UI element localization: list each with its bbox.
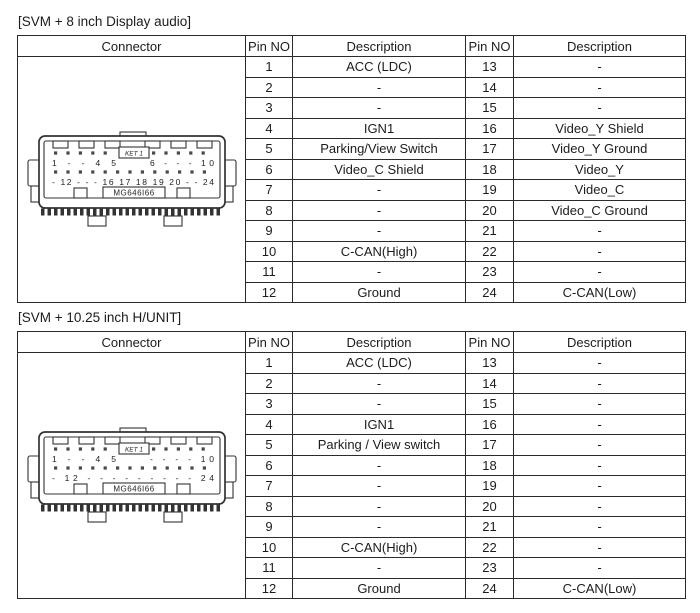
pin-number-cell: 18 [466, 455, 514, 476]
pin-number-cell: 18 [466, 159, 514, 180]
table-row [246, 435, 686, 456]
pin-number-cell: 20 [466, 200, 514, 221]
table-row [246, 221, 686, 242]
connector-column [17, 35, 245, 303]
pin-number-cell: 9 [246, 221, 293, 242]
table-row [246, 57, 686, 78]
connector-diagram [18, 57, 245, 302]
description-cell: Video_C [514, 180, 686, 201]
pin-number-cell: 6 [246, 455, 293, 476]
pin-number-cell: 24 [466, 282, 514, 303]
table-row [246, 537, 686, 558]
description-cell: - [293, 476, 466, 497]
description-cell: - [293, 180, 466, 201]
description-cell: - [514, 221, 686, 242]
table-row [246, 98, 686, 119]
description-cell: - [514, 262, 686, 283]
pin-number-cell: 12 [246, 578, 293, 599]
description-cell: Ground [293, 282, 466, 303]
pin-number-cell: 20 [466, 496, 514, 517]
section-title: [SVM + 10.25 inch H/UNIT] [18, 310, 182, 325]
description-cell: - [293, 98, 466, 119]
description-cell: - [514, 353, 686, 374]
description-cell: - [293, 221, 466, 242]
description-cell: - [514, 517, 686, 538]
pin-number-cell: 2 [246, 77, 293, 98]
description-cell: - [293, 558, 466, 579]
pin-number-cell: 5 [246, 435, 293, 456]
table-row [246, 77, 686, 98]
table-row [246, 262, 686, 283]
description-cell: - [514, 476, 686, 497]
notch [105, 141, 120, 148]
table-row [246, 476, 686, 497]
description-cell: - [293, 373, 466, 394]
pin-number-cell: 10 [246, 537, 293, 558]
table-row [246, 517, 686, 538]
pin-number-cell: 4 [246, 118, 293, 139]
pin-number-cell: 17 [466, 139, 514, 160]
pin-number-cell: 14 [466, 77, 514, 98]
pin-number-cell: 14 [466, 373, 514, 394]
pinout-table-8inch [17, 35, 685, 303]
part-number-label: MG646I66 [112, 484, 155, 493]
table-row [246, 159, 686, 180]
connector-column [17, 331, 245, 599]
connector-column-header: Connector [18, 36, 245, 57]
pin-number-cell: 17 [466, 435, 514, 456]
pin-number-cell: 21 [466, 221, 514, 242]
description-cell: - [514, 537, 686, 558]
description-cell: C-CAN(High) [293, 537, 466, 558]
bottom-tab [74, 484, 87, 494]
column-header-pin-no: Pin NO [246, 332, 293, 353]
notch [79, 141, 94, 148]
column-header-pin-no: Pin NO [246, 36, 293, 57]
pin-number-cell: 22 [466, 537, 514, 558]
description-cell: - [514, 57, 686, 78]
pinout-table-10inch [17, 331, 685, 599]
column-header-description: Description [514, 332, 686, 353]
description-cell: - [293, 200, 466, 221]
description-cell: Video_Y Ground [514, 139, 686, 160]
pin-number-cell: 19 [466, 476, 514, 497]
pin-number-cell: 5 [246, 139, 293, 160]
pin-number-cell: 11 [246, 558, 293, 579]
pin-numbers-top-left: 1 - - 4 5 [51, 157, 116, 168]
connector-diagram-svg [26, 130, 238, 230]
table-row [246, 282, 686, 303]
table-row [246, 578, 686, 599]
description-cell: - [293, 455, 466, 476]
pin-number-cell: 15 [466, 98, 514, 119]
description-cell: Ground [293, 578, 466, 599]
section-svm-8inch [17, 14, 685, 303]
bottom-tab [74, 188, 87, 198]
bottom-tab [177, 484, 190, 494]
pin-table [245, 35, 686, 303]
column-header-description: Description [514, 36, 686, 57]
pin-number-cell: 19 [466, 180, 514, 201]
column-header-description: Description [293, 332, 466, 353]
table-row [246, 200, 686, 221]
section-svm-10inch [17, 310, 685, 599]
description-cell: Parking / View switch [293, 435, 466, 456]
description-cell: C-CAN(Low) [514, 578, 686, 599]
pin-number-cell: 4 [246, 414, 293, 435]
pin-numbers-top-right: 6 - - - 10 [149, 157, 214, 168]
table-row [246, 139, 686, 160]
pin-number-cell: 13 [466, 57, 514, 78]
notch [53, 437, 68, 444]
column-header-pin-no: Pin NO [466, 36, 514, 57]
description-cell: - [293, 517, 466, 538]
description-cell: - [514, 394, 686, 415]
notch [171, 141, 186, 148]
table-row [246, 496, 686, 517]
description-cell: Video_Y Shield [514, 118, 686, 139]
connector-foot [88, 512, 106, 522]
pin-numbers-bottom: - 12 - - - 16 17 18 19 20 - - 24 [51, 176, 214, 187]
notch [197, 141, 212, 148]
description-cell: - [293, 394, 466, 415]
notch [53, 141, 68, 148]
description-cell: - [514, 98, 686, 119]
pin-number-cell: 21 [466, 517, 514, 538]
table-row [246, 373, 686, 394]
connector-foot [88, 216, 106, 226]
pin-number-cell: 23 [466, 262, 514, 283]
pin-number-cell: 2 [246, 373, 293, 394]
header-row [246, 332, 686, 353]
header-row [246, 36, 686, 57]
table-row [246, 180, 686, 201]
connector-diagram-svg [26, 426, 238, 526]
table-row [246, 414, 686, 435]
description-cell: Video_C Ground [514, 200, 686, 221]
pin-number-cell: 1 [246, 57, 293, 78]
table-row [246, 558, 686, 579]
notch [171, 437, 186, 444]
pin-numbers-top-right: - - - - 10 [149, 453, 214, 464]
pin-number-cell: 6 [246, 159, 293, 180]
description-cell: ACC (LDC) [293, 353, 466, 374]
connector-foot [164, 216, 182, 226]
table-row [246, 394, 686, 415]
column-header-pin-no: Pin NO [466, 332, 514, 353]
pin-number-cell: 11 [246, 262, 293, 283]
table-row [246, 118, 686, 139]
pin-numbers-top-left: 1 - - 4 5 [51, 453, 116, 464]
description-cell: - [514, 241, 686, 262]
connector-foot [164, 512, 182, 522]
part-number-label: MG646I66 [112, 188, 155, 197]
description-cell: IGN1 [293, 118, 466, 139]
description-cell: - [514, 77, 686, 98]
description-cell: IGN1 [293, 414, 466, 435]
pin-number-cell: 22 [466, 241, 514, 262]
pin-numbers-bottom: - 12 - - - - - - - - - 24 [51, 472, 214, 483]
description-cell: Parking/View Switch [293, 139, 466, 160]
table-row [246, 455, 686, 476]
pin-number-cell: 3 [246, 98, 293, 119]
key-label: KET 1 [124, 150, 143, 157]
description-cell: - [293, 496, 466, 517]
description-cell: ACC (LDC) [293, 57, 466, 78]
pin-number-cell: 13 [466, 353, 514, 374]
notch [79, 437, 94, 444]
pin-number-cell: 16 [466, 118, 514, 139]
pin-number-cell: 7 [246, 180, 293, 201]
section-title: [SVM + 8 inch Display audio] [18, 14, 191, 29]
pin-number-cell: 15 [466, 394, 514, 415]
description-cell: Video_C Shield [293, 159, 466, 180]
description-cell: - [514, 558, 686, 579]
connector-diagram [18, 353, 245, 598]
description-cell: - [514, 496, 686, 517]
pin-number-cell: 23 [466, 558, 514, 579]
connector-column-header: Connector [18, 332, 245, 353]
description-cell: C-CAN(Low) [514, 282, 686, 303]
bottom-tab [177, 188, 190, 198]
key-label: KET 1 [124, 446, 143, 453]
description-cell: - [514, 373, 686, 394]
column-header-description: Description [293, 36, 466, 57]
pin-number-cell: 8 [246, 200, 293, 221]
description-cell: C-CAN(High) [293, 241, 466, 262]
pin-number-cell: 9 [246, 517, 293, 538]
pin-number-cell: 24 [466, 578, 514, 599]
notch [197, 437, 212, 444]
table-row [246, 353, 686, 374]
pin-table [245, 331, 686, 599]
description-cell: - [293, 77, 466, 98]
pin-number-cell: 16 [466, 414, 514, 435]
pin-number-cell: 3 [246, 394, 293, 415]
description-cell: - [293, 262, 466, 283]
notch [105, 437, 120, 444]
description-cell: - [514, 414, 686, 435]
description-cell: - [514, 435, 686, 456]
pin-number-cell: 8 [246, 496, 293, 517]
pin-number-cell: 10 [246, 241, 293, 262]
table-row [246, 241, 686, 262]
description-cell: Video_Y [514, 159, 686, 180]
pin-number-cell: 12 [246, 282, 293, 303]
pin-number-cell: 7 [246, 476, 293, 497]
description-cell: - [514, 455, 686, 476]
pin-number-cell: 1 [246, 353, 293, 374]
